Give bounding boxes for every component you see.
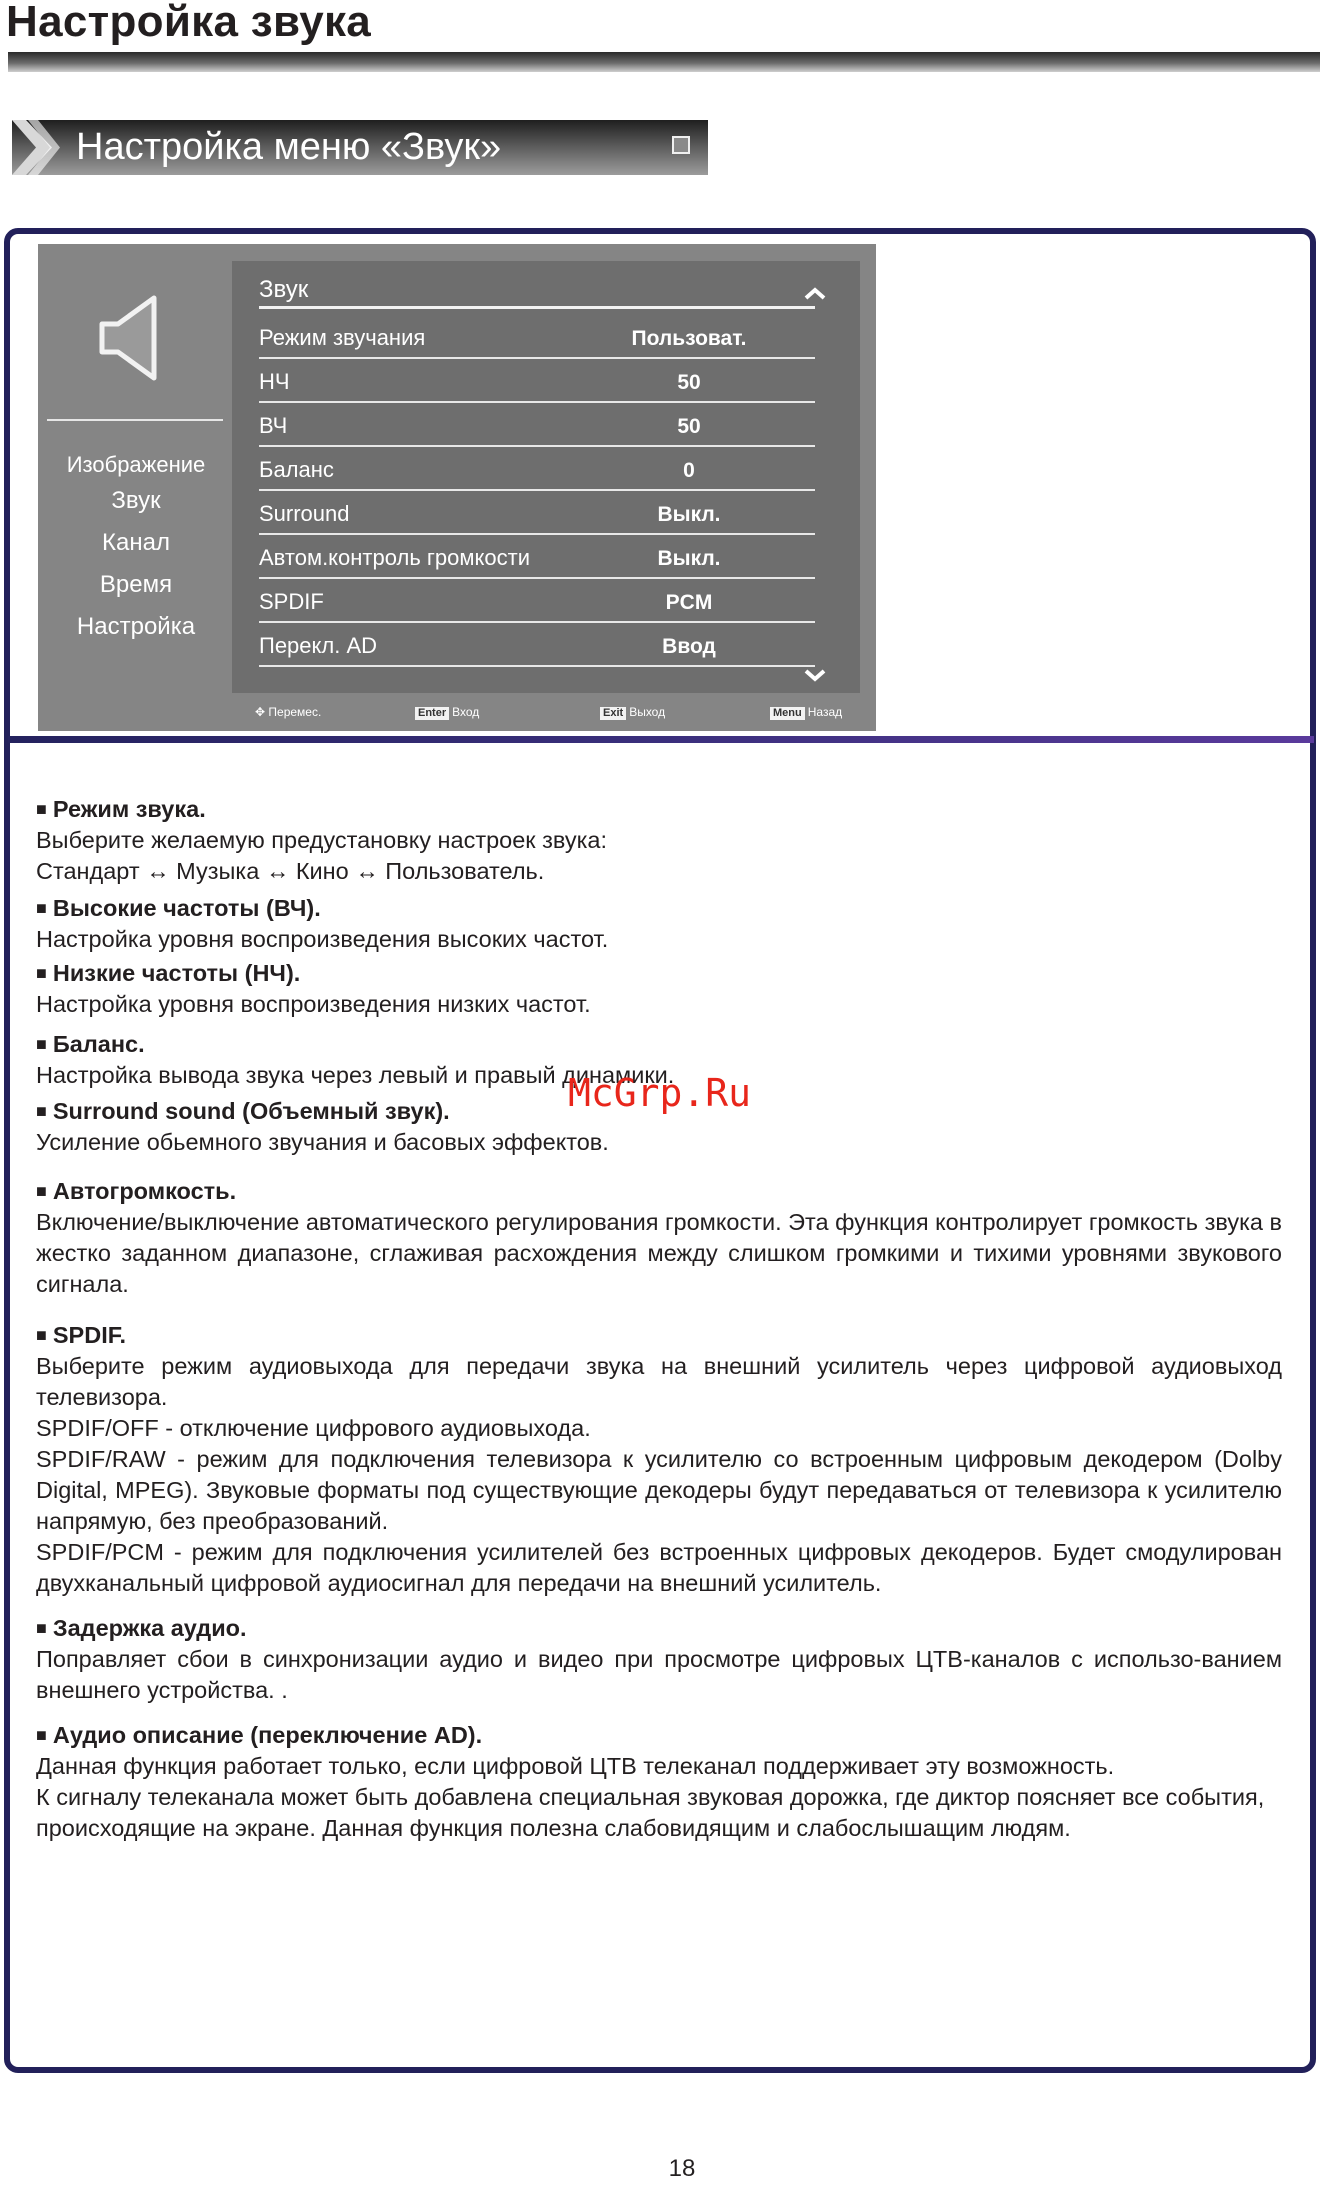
menu-row-value: Выкл. [657,547,721,570]
hint-menu-label: Назад [807,705,843,719]
menu-row-value: Пользоват. [631,327,747,350]
section-heading-bass: ■ Низкие частоты (НЧ). [36,960,301,986]
heading-text: Автогромкость. [52,1178,237,1204]
menu-row-value: 50 [677,415,701,438]
page-title: Настройка звука [6,0,372,46]
menu-row-value: 50 [677,371,701,394]
heading-text: Баланс. [52,1031,145,1057]
title-underline-bar [8,52,1320,72]
section-title: Настройка меню «Звук» [76,126,502,168]
paragraph: Поправляет сбои в синхронизации аудио и видео при просмотре цифровых ЦТВ-каналов с использо-ванием внешнего устройства. . [36,1646,1282,1703]
menu-row-label: Баланс [259,457,334,482]
paragraph: К сигналу телеканала может быть добавлена специальная звуковая дорожка, где диктор поясняет все события, происходящие на экране. Данная функция полезна слабовидящим и слабослышащим людям. [36,1784,1265,1841]
description-text [36,794,1282,1844]
menu-row-sound-mode[interactable] [259,315,815,359]
paragraph: Усиление обьемного звучания и басовых эффектов. [36,1129,609,1155]
heading-text: Аудио описание (переключение AD). [52,1722,483,1748]
hint-move-label: Перемес. [268,705,322,719]
menu-row-label: Перекл. AD [259,633,378,658]
watermark: McGrp.Ru [568,1071,752,1115]
category-item-channel[interactable]: Канал [102,529,170,556]
menu-row-value: Выкл. [657,503,721,526]
section-heading-spdif: ■ SPDIF. [36,1322,127,1348]
heading-text: Высокие частоты (ВЧ). [52,895,321,921]
menu-header: Звук [259,276,309,303]
paragraph: SPDIF/RAW - режим для подключения телевизора к усилителю со встроенным цифровым декодером (Dolby Digital, MPEG). Звуковые форматы под существующие декодеры будут передаваться от телевизора к усилителю напрямую, без преобразований. [36,1446,1282,1534]
hint-exit-label: Выход [629,705,666,719]
menu-row-bass[interactable] [259,359,815,403]
heading-text: Низкие частоты (НЧ). [52,960,301,986]
hint-menu [770,705,842,720]
section-heading-surround: ■ Surround sound (Объемный звук). [36,1098,450,1124]
heading-text: Режим звука. [52,796,206,822]
chevron-right-icon [12,120,60,175]
frame-divider [8,736,1314,743]
category-menu [46,450,226,648]
menu-row-label: Автом.контроль громкости [259,545,531,570]
menu-row-spdif[interactable] [259,579,815,623]
left-menu-separator [47,419,223,421]
section-heading-audio-delay: ■ Задержка аудио. [36,1615,247,1641]
menu-row-label: Режим звучания [259,325,426,350]
section-heading-audio-description: ■ Аудио описание (переключение AD). [36,1722,483,1748]
move-arrows-icon: ✥ [255,705,266,719]
paragraph: Данная функция работает только, если цифровой ЦТВ телеканал поддерживает эту возможность. [36,1753,1115,1779]
paragraph: SPDIF/PCM - режим для подключения усилителей без встроенных цифровых декодеров. Будет смодулирован двухканальный цифровой аудиосигнал для передачи на внешний усилитель. [36,1539,1282,1596]
page-number: 18 [668,2155,696,2182]
chevron-down-icon[interactable] [803,668,827,684]
category-item-sound[interactable]: Звук [111,487,161,514]
paragraph: SPDIF/OFF - отключение цифрового аудиовыхода. [36,1415,591,1441]
enter-key: Enter [415,707,449,720]
section-heading-treble: ■ Высокие частоты (ВЧ). [36,895,321,921]
paragraph: Стандарт ↔ Музыка ↔ Кино ↔ Пользователь. [36,858,545,884]
menu-header-line [259,306,815,309]
section-heading-avl: ■ Автогромкость. [36,1178,237,1204]
hint-enter [415,705,479,720]
square-icon [672,136,690,154]
paragraph: Включение/выключение автоматического регулирования громкости. Эта функция контролирует громкость звука в жестко заданном диапазоне, сглаживая расхождения между слишком громкими и тихими уровнями звукового сигнала. [36,1209,1282,1297]
menu-row-value: PCM [665,591,713,614]
paragraph: Настройка вывода звука через левый и правый динамики. [36,1062,675,1088]
chevron-up-icon[interactable] [803,285,827,301]
hint-move [255,705,321,719]
category-item-setup[interactable]: Настройка [76,613,196,640]
menu-row-label: НЧ [259,369,290,394]
menu-row-value: Ввод [662,635,716,658]
heading-text: SPDIF. [52,1322,127,1348]
paragraph: Выберите желаемую предустановку настроек звука: [36,827,607,853]
menu-row-label: ВЧ [259,413,288,438]
speaker-icon [98,294,160,382]
hint-enter-label: Вход [452,705,480,719]
menu-row-label: Surround [259,501,350,526]
category-item-picture[interactable]: Изображение [66,452,206,477]
hint-exit [600,705,665,720]
paragraph: Настройка уровня воспроизведения низких частот. [36,991,591,1017]
heading-text: Задержка аудио. [52,1615,247,1641]
menu-row-avl[interactable] [259,535,815,579]
menu-key: Menu [770,707,805,720]
menu-row-surround[interactable] [259,491,815,535]
exit-key: Exit [600,707,626,720]
category-item-time[interactable]: Время [99,571,173,598]
menu-row-label: SPDIF [259,589,324,614]
paragraph: Настройка уровня воспроизведения высоких частот. [36,926,609,952]
heading-text: Surround sound (Объемный звук). [52,1098,450,1124]
paragraph: Выберите режим аудиовыхода для передачи звука на внешний усилитель через цифровой аудиовыход телевизора. [36,1353,1282,1410]
section-heading-sound-mode: ■ Режим звука. [36,796,206,822]
menu-row-treble[interactable] [259,403,815,447]
section-heading-balance: ■ Баланс. [36,1031,145,1057]
menu-row-value: 0 [683,459,695,482]
menu-row-ad-switch[interactable] [259,623,815,667]
menu-row-balance[interactable] [259,447,815,491]
